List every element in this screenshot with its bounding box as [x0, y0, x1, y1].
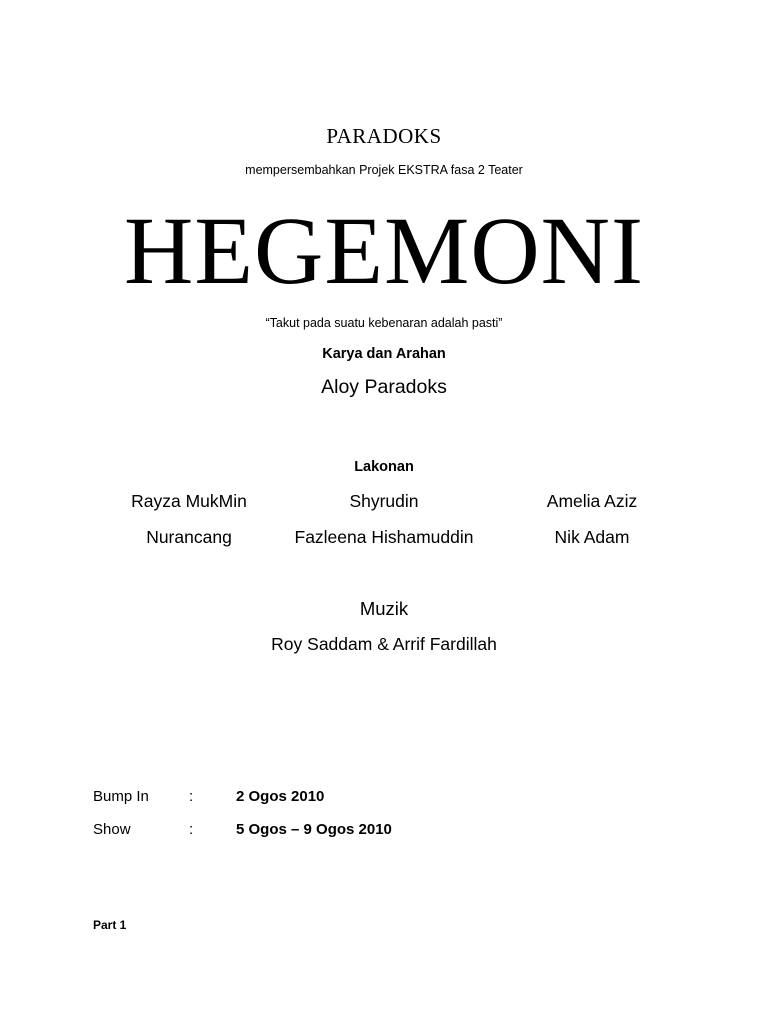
schedule-colon: : [189, 788, 194, 805]
bump-in-date: 2 Ogos 2010 [236, 788, 325, 805]
schedule-colon: : [189, 821, 194, 838]
show-label: Show [93, 821, 131, 838]
cast-label: Lakonan [354, 459, 414, 475]
music-label: Muzik [359, 598, 409, 619]
cast-member: Amelia Aziz [546, 491, 638, 511]
bump-in-label: Bump In [93, 788, 149, 805]
part-label: Part 1 [93, 918, 127, 932]
cast-member: Nurancang [146, 527, 232, 547]
troupe-name: PARADOKS [326, 124, 442, 148]
cast-member: Rayza MukMin [131, 491, 247, 511]
credit-label: Karya dan Arahan [322, 346, 446, 362]
cast-member: Shyrudin [349, 491, 419, 511]
director-name: Aloy Paradoks [321, 376, 447, 398]
show-dates: 5 Ogos – 9 Ogos 2010 [236, 821, 392, 838]
music-credits: Roy Saddam & Arrif Fardillah [271, 634, 497, 654]
presents-line: mempersembahkan Projek EKSTRA fasa 2 Teater [245, 163, 523, 177]
cast-member: Nik Adam [554, 527, 630, 547]
tagline: “Takut pada suatu kebenaran adalah pasti” [265, 316, 503, 330]
play-title: HEGEMONI [124, 197, 644, 304]
cast-member: Fazleena Hishamuddin [294, 527, 474, 547]
